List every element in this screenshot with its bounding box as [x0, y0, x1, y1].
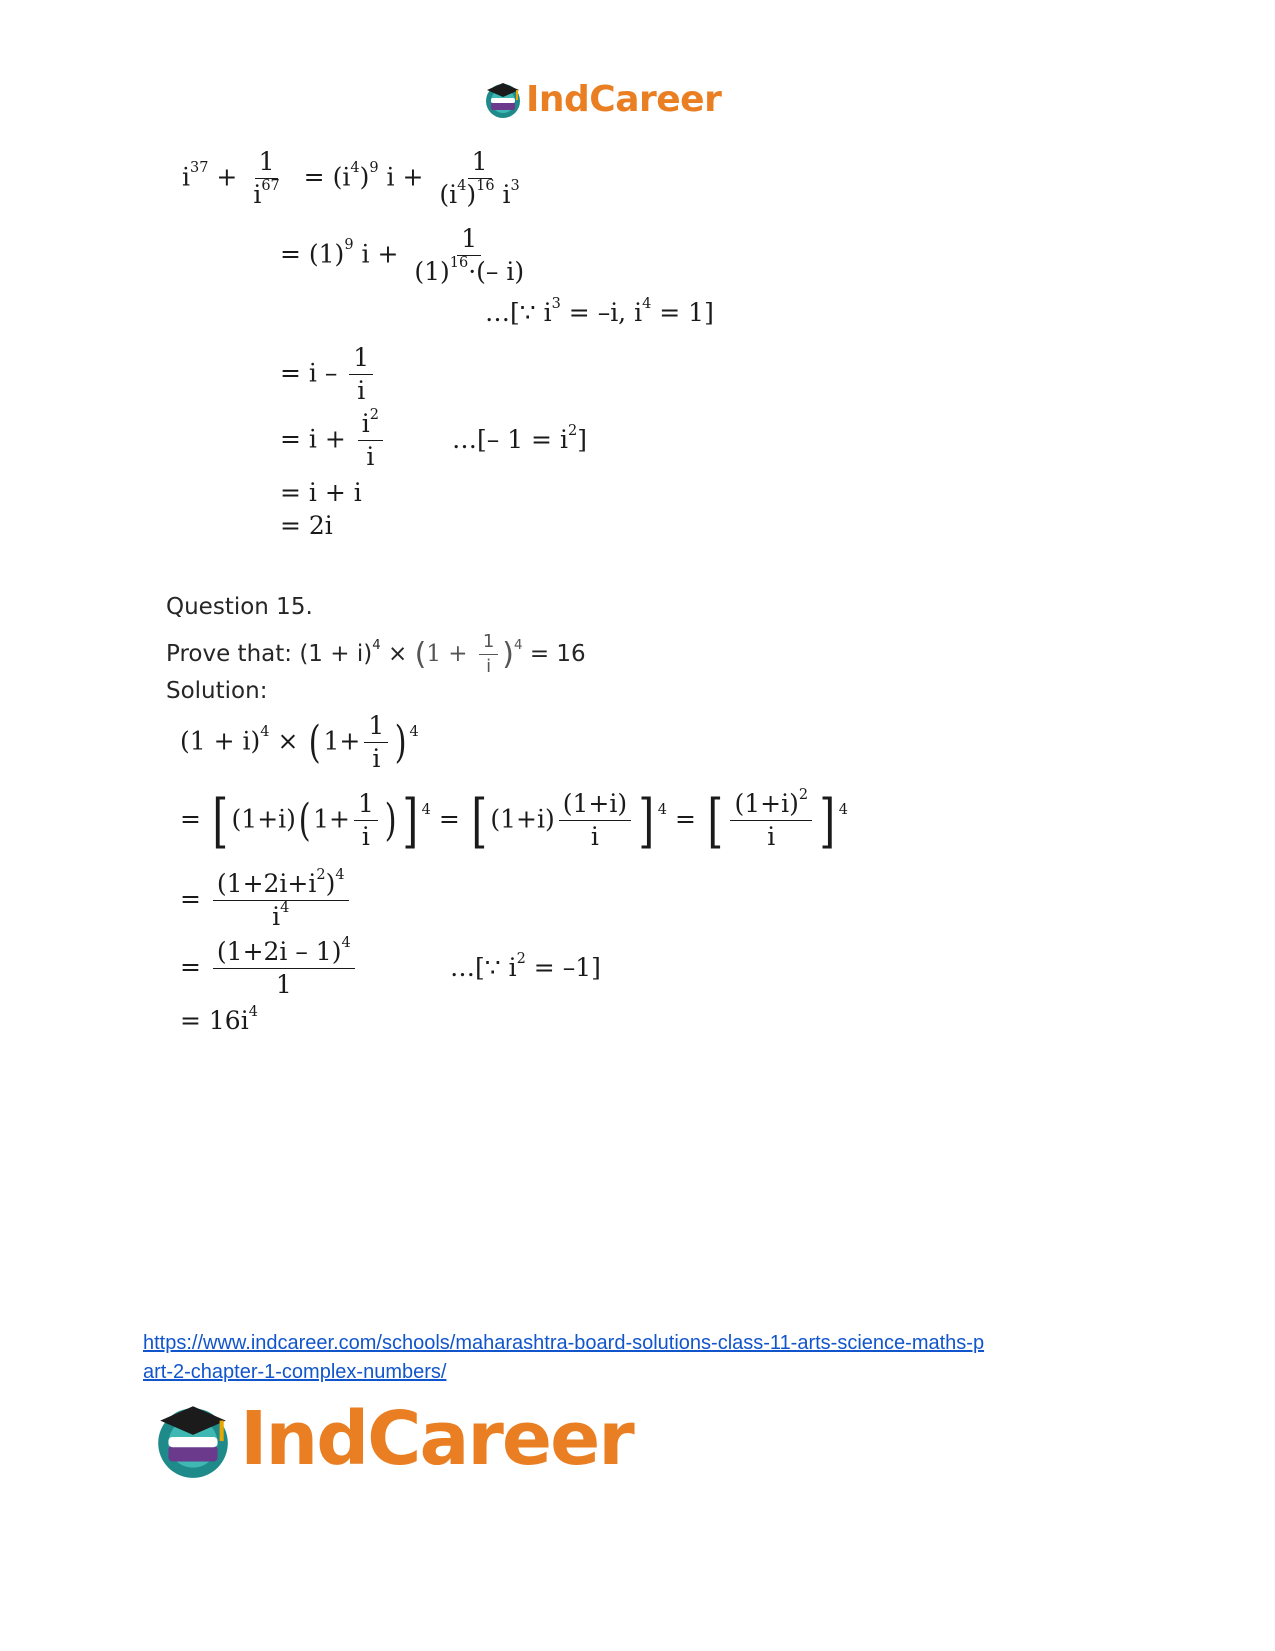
equation-line-5: = i + i [280, 478, 362, 507]
note-i3-i4: …[∵ $i^3 = -i$, $i^4 = 1$] [485, 295, 714, 327]
equation-line-3: = i – $\frac{1}{i}$ [280, 344, 377, 406]
equation-line-2: = $(1)^9$ i + $\frac{1}{(1)^{16}\cdot(- i)}$ [280, 224, 525, 286]
graduation-cap-icon [482, 78, 524, 120]
solution-line-3: = $\frac{(1+2i+i^2)^4}{i^4}$ [180, 870, 353, 932]
solution-line-4: = $\frac{(1+2i - 1)^4}{1}$ [180, 938, 359, 1000]
solution-line-1: $(1 + i)^4$ × ( 1+ $\frac{1}{i}$ ) $^4$ [180, 711, 419, 773]
solution-label: Solution: [166, 678, 268, 704]
equation-line-4: = i + $\frac{i^2}{i}$ [280, 410, 387, 472]
source-link-line-1[interactable]: https://www.indcareer.com/schools/maharashtra-board-solutions-class-11-arts-science-maths-p [143, 1332, 985, 1354]
source-link[interactable] [143, 1329, 984, 1387]
solution-line-2: = [ (1+i)( 1+ $\frac{1}{i}$ ) ] $^4$ = [ (1+i) $\frac{(1+i)}{i}$ ] $^4$ = [ $\frac{(1+i)^2}{i}$ ] $^4$ [180, 786, 848, 855]
question-title: Question 15. [166, 594, 313, 620]
header-logo [482, 78, 721, 120]
graduation-cap-icon [150, 1396, 236, 1482]
solution-line-5: = $16i^4$ [180, 1003, 258, 1035]
equation-line-1: $i^{37}$ + $\frac{1}{i^{67}}$ = $(i^4)^9$ i + $\frac{1}{(i^4)^{16} i^3}$ [182, 147, 520, 209]
note-minus-one: …[– $1 = i^2$] [452, 422, 587, 454]
note-i-squared: …[∵ $i^2 = -1$] [450, 950, 601, 982]
source-link-line-2[interactable]: art-2-chapter-1-complex-numbers/ [143, 1361, 447, 1383]
footer-logo [150, 1396, 633, 1482]
equation-line-6: = 2i [280, 511, 333, 540]
brand-name: IndCareer [240, 1396, 633, 1482]
brand-name: IndCareer [526, 78, 722, 120]
prove-statement: Prove that: $(1 + i)^4 \times (1$ + $\frac{1}{i}$ )$^4$ = 16 [166, 631, 586, 677]
